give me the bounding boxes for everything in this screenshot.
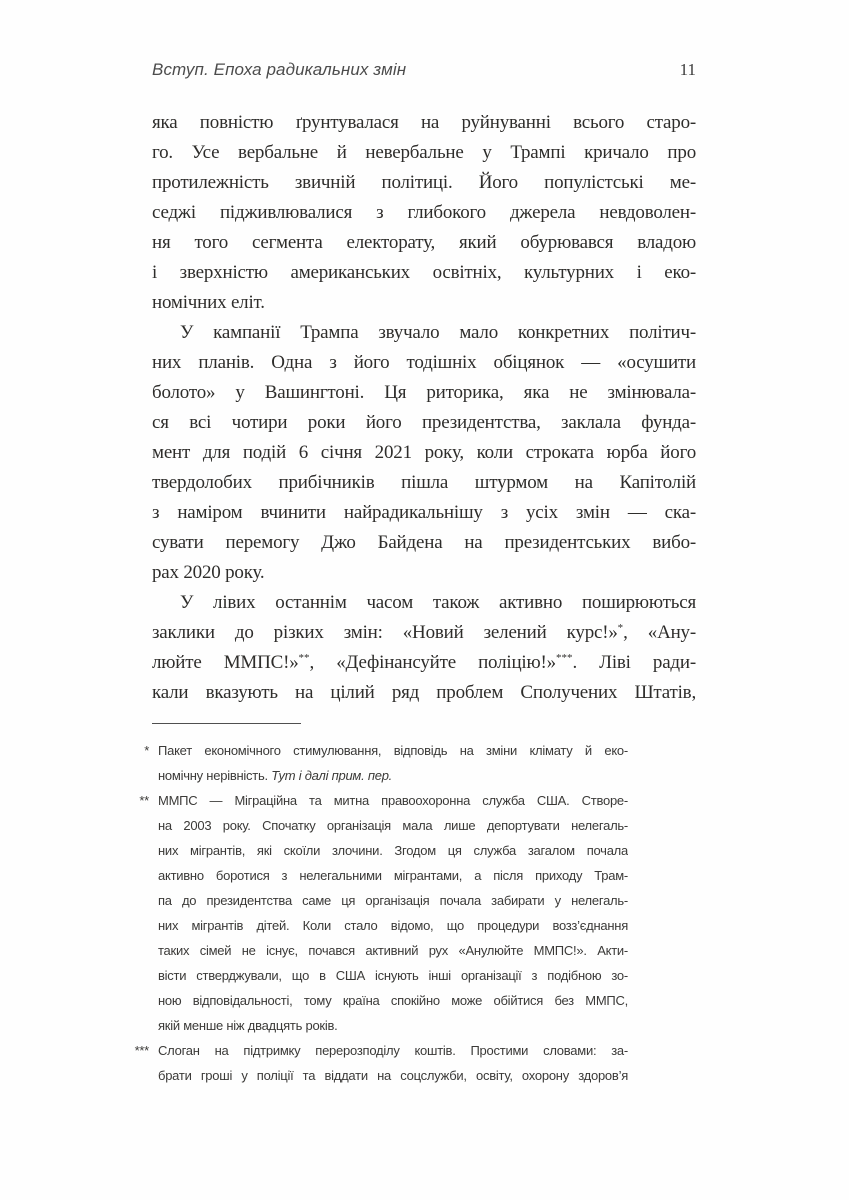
text-segment: ня того сегмента електорату, який обурювався владою xyxy=(152,232,696,253)
text-line xyxy=(152,318,696,348)
text-segment: них мігрантів дітей. Коли стало відомо, що процедури возз’єднання xyxy=(158,918,628,933)
text-line xyxy=(158,963,628,988)
text-segment: кали вказують на цілий ряд проблем Сполучених Штатів, xyxy=(152,682,696,703)
text-segment: ною відповідальності, тому країна спокійно може обійтися без ММПС, xyxy=(158,993,628,1008)
text-line xyxy=(158,913,628,938)
footnote-marker: * xyxy=(144,743,149,758)
text-line xyxy=(152,228,696,258)
text-line xyxy=(152,498,696,528)
text-segment: Тут і далі прим. пер. xyxy=(271,768,393,783)
footnote-marker: *** xyxy=(134,1043,149,1058)
body-text xyxy=(152,108,696,708)
text-segment: седжі підживлювалися з глибокого джерела невдоволен- xyxy=(152,202,696,223)
running-title: Вступ. Епоха радикальних змін xyxy=(152,60,407,79)
text-segment: твердолобих прибічників пішла штурмом на Капітолій xyxy=(152,472,696,493)
text-segment: Слоган на підтримку перерозподілу коштів. Простими словами: за- xyxy=(158,1043,628,1058)
text-segment: і зверхністю американських освітніх, культурних і еко- xyxy=(152,262,696,283)
text-line xyxy=(158,938,628,963)
text-line xyxy=(152,408,696,438)
text-line xyxy=(158,888,628,913)
text-line xyxy=(152,138,696,168)
text-segment: з наміром вчинити найрадикальнішу з усіх змін — ска- xyxy=(152,502,696,523)
text-line xyxy=(152,348,696,378)
text-segment: активно боротися з нелегальними мігрантами, а після приходу Трам- xyxy=(158,868,628,883)
text-line xyxy=(158,1063,628,1088)
text-line xyxy=(152,198,696,228)
text-line xyxy=(158,813,628,838)
text-segment: ММПС — Міграційна та митна правоохоронна служба США. Створе- xyxy=(158,793,628,808)
page-number: 11 xyxy=(679,60,696,79)
text-line xyxy=(158,788,628,813)
text-line xyxy=(152,678,696,708)
text-segment: них планів. Одна з його тодішніх обіцянок — «осушити xyxy=(152,352,696,373)
footnote-item xyxy=(144,738,628,788)
text-segment: заклики до різких змін: «Новий зелений курс!» xyxy=(152,622,618,643)
footnote-item xyxy=(139,788,628,1038)
text-segment: . Ліві ради- xyxy=(572,652,696,673)
paragraph xyxy=(152,108,696,318)
footnote-item xyxy=(134,1038,628,1088)
text-segment: болото» у Вашингтоні. Ця риторика, яка не змінювала- xyxy=(152,382,696,403)
text-segment: У лівих останнім часом також активно поширюються xyxy=(180,592,696,613)
text-segment: , «Дефінансуйте поліцію!» xyxy=(309,652,556,673)
text-line xyxy=(152,468,696,498)
text-segment: люйте ММПС!» xyxy=(152,652,299,673)
footnote-reference-marker: * xyxy=(617,622,624,634)
footnote-separator xyxy=(152,723,301,724)
text-segment: таких сімей не існує, почався активний рух «Анулюйте ММПС!». Акти- xyxy=(158,943,628,958)
text-line xyxy=(152,378,696,408)
paragraph xyxy=(152,318,696,588)
text-line xyxy=(152,558,696,588)
text-segment: вісти стверджували, що в США існують інші організації з подібною зо- xyxy=(158,968,628,983)
text-segment: номічну нерівність. xyxy=(158,768,272,783)
text-line xyxy=(158,988,628,1013)
text-line xyxy=(152,108,696,138)
text-line xyxy=(152,258,696,288)
text-segment: ся всі чотири роки його президентства, заклала фунда- xyxy=(152,412,696,433)
paragraph xyxy=(152,588,696,708)
text-segment: рах 2020 року. xyxy=(152,562,265,583)
text-line xyxy=(158,1038,628,1063)
text-line xyxy=(158,863,628,888)
text-segment: сувати перемогу Джо Байдена на президентських вибо- xyxy=(152,532,696,553)
text-line xyxy=(158,763,628,788)
text-line xyxy=(152,618,696,648)
text-segment: Пакет економічного стимулювання, відповідь на зміни клімату й еко- xyxy=(158,743,628,758)
text-segment: протилежність звичній політиці. Його популістські ме- xyxy=(152,172,696,193)
text-segment: якій менше ніж двадцять років. xyxy=(158,1018,338,1033)
footnote-marker: ** xyxy=(139,793,149,808)
text-segment: мент для подій 6 січня 2021 року, коли строката юрба його xyxy=(152,442,696,463)
text-segment: на 2003 року. Спочатку організація мала лише депортувати нелегаль- xyxy=(158,818,628,833)
text-segment: брати гроші у поліції та віддати на соцслужби, освіту, охорону здоров’я xyxy=(158,1068,628,1083)
text-segment: па до президентства саме ця організація почала забирати у нелегаль- xyxy=(158,893,628,908)
footnote-reference-marker: ** xyxy=(298,652,310,664)
footnote-reference-marker: *** xyxy=(555,652,573,664)
footnotes xyxy=(134,738,628,1088)
running-header xyxy=(152,60,696,80)
text-line xyxy=(152,648,696,678)
text-line xyxy=(152,168,696,198)
text-line xyxy=(152,528,696,558)
text-segment: У кампанії Трампа звучало мало конкретних політич- xyxy=(180,322,696,343)
text-line xyxy=(152,288,696,318)
text-segment: , «Ану- xyxy=(623,622,696,643)
text-segment: них мігрантів, які скоїли злочини. Згодом ця служба загалом почала xyxy=(158,843,628,858)
text-line xyxy=(158,838,628,863)
text-line xyxy=(158,738,628,763)
text-segment: номічних еліт. xyxy=(152,292,265,313)
text-line xyxy=(158,1013,628,1038)
text-line xyxy=(152,438,696,468)
text-line xyxy=(152,588,696,618)
text-segment: го. Усе вербальне й невербальне у Трампі кричало про xyxy=(152,142,696,163)
text-segment: яка повністю ґрунтувалася на руйнуванні всього старо- xyxy=(152,112,696,133)
